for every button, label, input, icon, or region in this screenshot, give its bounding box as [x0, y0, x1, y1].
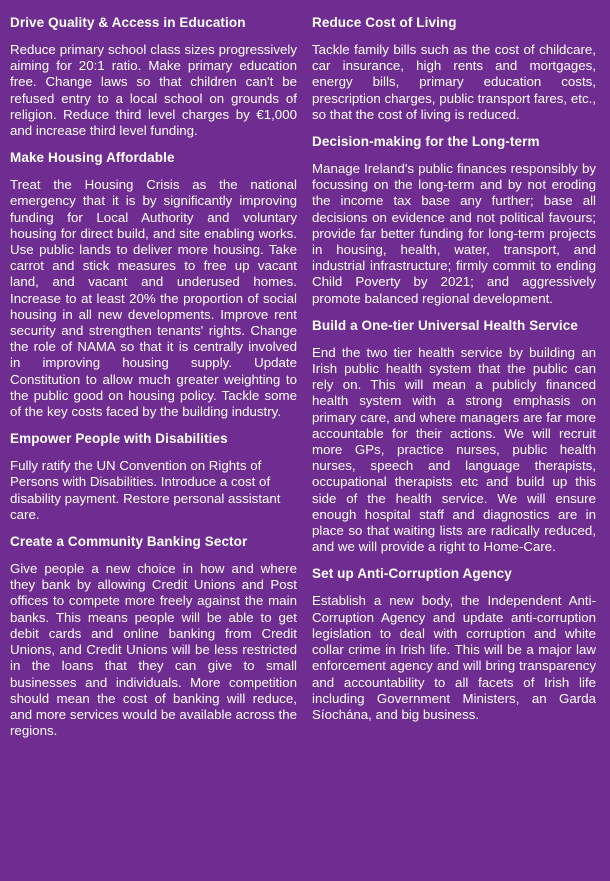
section-heading: Make Housing Affordable [10, 150, 175, 166]
section-heading: Drive Quality & Access in Education [10, 15, 246, 30]
section-disabilities [10, 430, 297, 523]
section-heading: Create a Community Banking Sector [10, 534, 248, 550]
section-long-term [312, 133, 596, 307]
section-heading: Set up Anti-Corruption Agency [312, 566, 512, 582]
section-body: End the two tier health service by building an Irish public health system that the public can rely on. This will mean a publicly financed health system with a strong emphasis on primary care, and where managers are far more accountable for their actions. We will recruit more GPs, practice nurses, public health nurses, speech and language therapists, occupational therapists etc and build up this side of the health service. We will ensure enough hospital staff and diagnostics are in place so that waiting lists are radically reduced, and we will provide a right to Home-Care. [312, 344, 596, 555]
section-body: Manage Ireland's public finances responsibly by focussing on the long-term and by not eroding the income tax base any further; base all decisions on evidence and not political favours; provide far better funding for long-term projects in housing, health, water, transport, and industrial infrastructure; firmly commit to ending Child Poverty by 2021; and aggressively promote balanced regional development. [312, 161, 596, 306]
section-heading: Build a One-tier Universal Health Service [312, 317, 578, 333]
section-body: Tackle family bills such as the cost of childcare, car insurance, high rents and mortgages, energy bills, primary education costs, prescription charges, public transport fares, etc., so that the cost of living is reduced. [312, 42, 596, 122]
right-column [312, 14, 596, 733]
section-body: Reduce primary school class sizes progressively aiming for 20:1 ratio. Make primary education free. Change laws so that children can't be refused entry to a local school on grounds of religion. Reduce third level charges by €1,000 and increase third level funding. [10, 42, 297, 139]
section-education [10, 14, 297, 139]
section-body: Establish a new body, the Independent Anti-Corruption Agency and update anti-corruption legislation to deal with corruption and white collar crime in Irish life. This will be a major law enforcement agency and will bring transparency and accountability to all facets of Irish life including Government Ministers, an Garda Síochána, and big business. [312, 593, 596, 722]
section-cost-of-living [312, 14, 596, 123]
section-anti-corruption [312, 565, 596, 723]
left-column [10, 14, 297, 749]
section-heading: Empower People with Disabilities [10, 431, 228, 447]
section-heading: Reduce Cost of Living [312, 15, 457, 30]
section-banking [10, 533, 297, 739]
section-housing [10, 149, 297, 420]
section-body: Treat the Housing Crisis as the national emergency that it is by significantly improving funding for Local Authority and voluntary housing for direct build, and site enabling works. Use public lands to deliver more housing. Take carrot and stick measures to free up vacant land, and vacant and underused homes. Increase to at least 20% the proportion of social housing in all new developments. Improve rent security and strengthen tenants' rights. Change the role of NAMA so that it is centrally involved in improving housing supply. Update Constitution to allow much greater weighting to the public good on housing policy. Tackle some of the key costs faced by the building industry. [10, 177, 297, 420]
section-body: Give people a new choice in how and where they bank by allowing Credit Unions and Post offices to compete more freely against the main banks. This means people will be able to get debit cards and online banking from Credit Unions, and Credit Unions will be less restricted in the loans that they can give to small businesses and individuals. More competition should mean the cost of banking will reduce, and more services would be available across the regions. [10, 561, 297, 739]
section-health [312, 317, 596, 556]
section-body: Fully ratify the UN Convention on Rights of Persons with Disabilities. Introduce a cost of disability payment. Restore personal assistant care. [10, 458, 281, 522]
section-heading: Decision-making for the Long-term [312, 134, 540, 150]
